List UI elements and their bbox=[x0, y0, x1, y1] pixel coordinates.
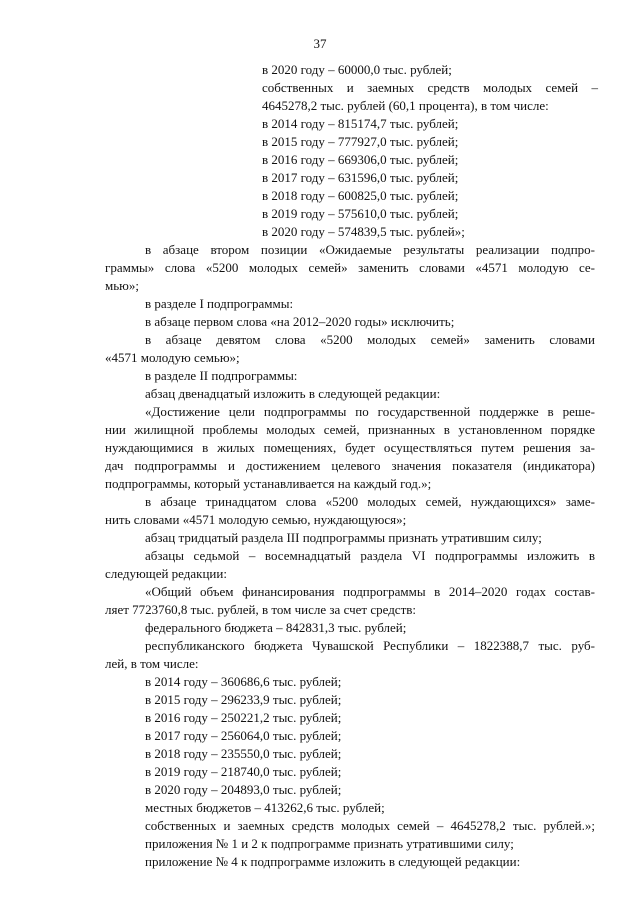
text-line: мью»; bbox=[105, 278, 139, 293]
text-line: в 2019 году – 218740,0 тыс. рублей; bbox=[145, 764, 342, 779]
text-line: в 2014 году – 815174,7 тыс. рублей; bbox=[262, 116, 459, 131]
text-line: в 2017 году – 256064,0 тыс. рублей; bbox=[145, 728, 342, 743]
text-line: в разделе I подпрограммы: bbox=[145, 296, 294, 311]
text-line: «Общий объем финансирования подпрограммы в 2014–2020 годах состав- bbox=[145, 584, 595, 599]
text-line: в 2020 году – 60000,0 тыс. рублей; bbox=[262, 62, 452, 77]
text-line: федерального бюджета – 842831,3 тыс. рублей; bbox=[145, 620, 407, 635]
text-line: дач подпрограммы и достижением целевого значения показателя (индикатора) bbox=[105, 458, 595, 473]
text-line: абзац тридцатый раздела III подпрограммы признать утратившим силу; bbox=[145, 530, 542, 545]
text-line: лей, в том числе: bbox=[105, 656, 199, 671]
text-line: «4571 молодую семью»; bbox=[105, 350, 240, 365]
text-line: ляет 7723760,8 тыс. рублей, в том числе за счет средств: bbox=[105, 602, 417, 617]
text-line: в абзаце тринадцатом слова «5200 молодых семей, нуждающихся» заме- bbox=[145, 494, 595, 509]
text-line: «Достижение цели подпрограммы по государственной поддержке в реше- bbox=[145, 404, 595, 419]
text-line: в 2019 году – 575610,0 тыс. рублей; bbox=[262, 206, 459, 221]
text-line: в 2020 году – 574839,5 тыс. рублей»; bbox=[262, 224, 465, 239]
text-line: абзацы седьмой – восемнадцатый раздела VI подпрограммы изложить в bbox=[145, 548, 595, 563]
page-number: 37 bbox=[313, 36, 327, 51]
text-line: 4645278,2 тыс. рублей (60,1 процента), в том числе: bbox=[262, 98, 549, 113]
text-line: в 2015 году – 296233,9 тыс. рублей; bbox=[145, 692, 342, 707]
text-line: в 2018 году – 600825,0 тыс. рублей; bbox=[262, 188, 459, 203]
text-line: местных бюджетов – 413262,6 тыс. рублей; bbox=[145, 800, 385, 815]
text-line: в 2015 году – 777927,0 тыс. рублей; bbox=[262, 134, 459, 149]
text-line: подпрограммы, который устанавливается на каждый год.»; bbox=[105, 476, 432, 491]
text-line: республиканского бюджета Чувашской Республики – 1822388,7 тыс. руб- bbox=[145, 638, 595, 653]
text-line: в абзаце втором позиции «Ожидаемые результаты реализации подпро- bbox=[145, 242, 595, 257]
text-line: граммы» слова «5200 молодых семей» заменить словами «4571 молодую се- bbox=[105, 260, 595, 275]
text-line: в 2017 году – 631596,0 тыс. рублей; bbox=[262, 170, 459, 185]
text-line: собственных и заемных средств молодых семей – bbox=[262, 80, 598, 95]
text-line: в 2020 году – 204893,0 тыс. рублей; bbox=[145, 782, 342, 797]
text-line: в абзаце первом слова «на 2012–2020 годы» исключить; bbox=[145, 314, 455, 329]
text-line: собственных и заемных средств молодых семей – 4645278,2 тыс. рублей.»; bbox=[145, 818, 595, 833]
text-line: следующей редакции: bbox=[105, 566, 227, 581]
text-line: нии жилищной проблемы молодых семей, признанных в установленном порядке bbox=[105, 422, 595, 437]
text-line: в 2016 году – 250221,2 тыс. рублей; bbox=[145, 710, 342, 725]
text-line: нить словами «4571 молодую семью, нуждающуюся»; bbox=[105, 512, 407, 527]
text-line: в разделе II подпрограммы: bbox=[145, 368, 298, 383]
text-line: в 2016 году – 669306,0 тыс. рублей; bbox=[262, 152, 459, 167]
text-line: в абзаце девятом слова «5200 молодых семей» заменить словами bbox=[145, 332, 595, 347]
text-line: абзац двенадцатый изложить в следующей редакции: bbox=[145, 386, 441, 401]
text-line: в 2014 году – 360686,6 тыс. рублей; bbox=[145, 674, 342, 689]
text-line: приложения № 1 и 2 к подпрограмме признать утратившими силу; bbox=[145, 836, 514, 851]
text-line: приложение № 4 к подпрограмме изложить в следующей редакции: bbox=[145, 854, 521, 869]
text-line: нуждающимися в жилых помещениях, будет осуществляться путем решения за- bbox=[105, 440, 595, 455]
text-line: в 2018 году – 235550,0 тыс. рублей; bbox=[145, 746, 342, 761]
